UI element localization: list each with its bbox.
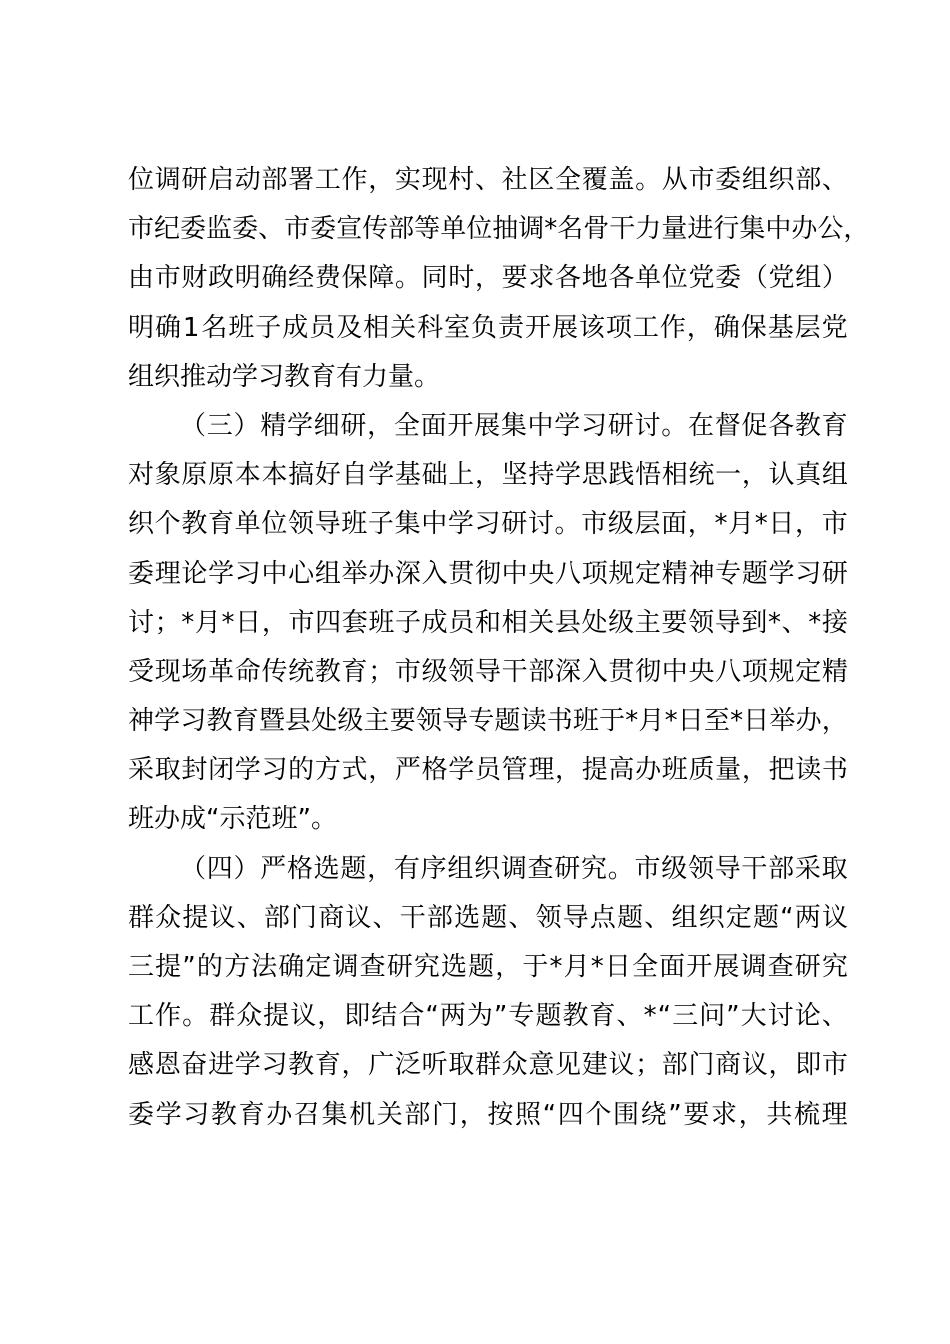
text-line: 委 学 习 教 育 办 召 集 机 关 部 门 ， 按 照 “ 四 个 围 绕 ” 要 求 ， 共 梳 理 — [128, 1099, 848, 1130]
text-line: 感 恩 奋 进 学 习 教 育 ， 广 泛 听 取 群 众 意 见 建 议 ； 部 门 商 议 ， 即 市 — [128, 1050, 848, 1081]
text-line: 采 取 封 闭 学 习 的 方 式 ， 严 格 学 员 管 理 ， 提 高 办 班 质 量 ， 把 读 书 — [128, 755, 848, 786]
text-line: 受 现 场 革 命 传 统 教 育 ； 市 级 领 导 干 部 深 入 贯 彻 中 央 八 项 规 定 精 — [128, 656, 848, 687]
text-line: 班办成“示范班”。 — [128, 804, 337, 835]
text-line: 委 理 论 学 习 中 心 组 举 办 深 入 贯 彻 中 央 八 项 规 定 精 神 专 题 学 习 研 — [128, 558, 848, 589]
text-line: 对 象 原 原 本 本 搞 好 自 学 基 础 上 ， 坚 持 学 思 践 悟 相 统 一 ， 认 真 组 — [128, 460, 848, 491]
body-text — [128, 156, 870, 1140]
text-line: 工 作 。 群 众 提 议 ， 即 结 合 “ 两 为 ” 专 题 教 育 、 * “ 三 问 ” 大 讨 论 、 — [128, 1001, 848, 1032]
text-line: 织 个 教 育 单 位 领 导 班 子 集 中 学 习 研 讨 。 市 级 层 面 ， * 月 * 日 ， 市 — [128, 509, 848, 540]
text-line: 市 纪 委 监 委 、 市 委 宣 传 部 等 单 位 抽 调 * 名 骨 干 力 量 进 行 集 中 办 公 ， — [128, 214, 870, 245]
text-line: 神 学 习 教 育 暨 县 处 级 主 要 领 导 专 题 读 书 班 于 * 月 * 日 至 * 日 举 办 ， — [128, 706, 848, 737]
text-line: 明 确 1 名 班 子 成 员 及 相 关 科 室 负 责 开 展 该 项 工 作 ， 确 保 基 层 党 — [128, 312, 848, 343]
text-line: 由 市 财 政 明 确 经 费 保 障 。 同 时 ， 要 求 各 地 各 单 位 党 委 （ 党 组 ） — [128, 263, 848, 294]
text-line: 三 提 ” 的 方 法 确 定 调 查 研 究 选 题 ， 于 * 月 * 日 全 面 开 展 调 查 研 究 — [128, 952, 848, 982]
text-line: 组织推动学习教育有力量。 — [128, 361, 441, 392]
text-line: 群 众 提 议 、 部 门 商 议 、 干 部 选 题 、 领 导 点 题 、 组 织 定 题 “ 两 议 — [128, 902, 848, 933]
text-line: 讨 ； * 月 * 日 ， 市 四 套 班 子 成 员 和 相 关 县 处 级 主 要 领 导 到 * 、 * 接 — [128, 607, 848, 638]
section-heading-line: （ 四 ） 严 格 选 题 ， 有 序 组 织 调 查 研 究 。 市 级 领 导 干 部 采 取 — [180, 853, 848, 884]
text-line: 位 调 研 启 动 部 署 工 作 ， 实 现 村 、 社 区 全 覆 盖 。 从 市 委 组 织 部 、 — [128, 165, 848, 195]
section-heading-line: （ 三 ） 精 学 细 研 ， 全 面 开 展 集 中 学 习 研 讨 。 在 督 促 各 教 育 — [180, 410, 848, 441]
